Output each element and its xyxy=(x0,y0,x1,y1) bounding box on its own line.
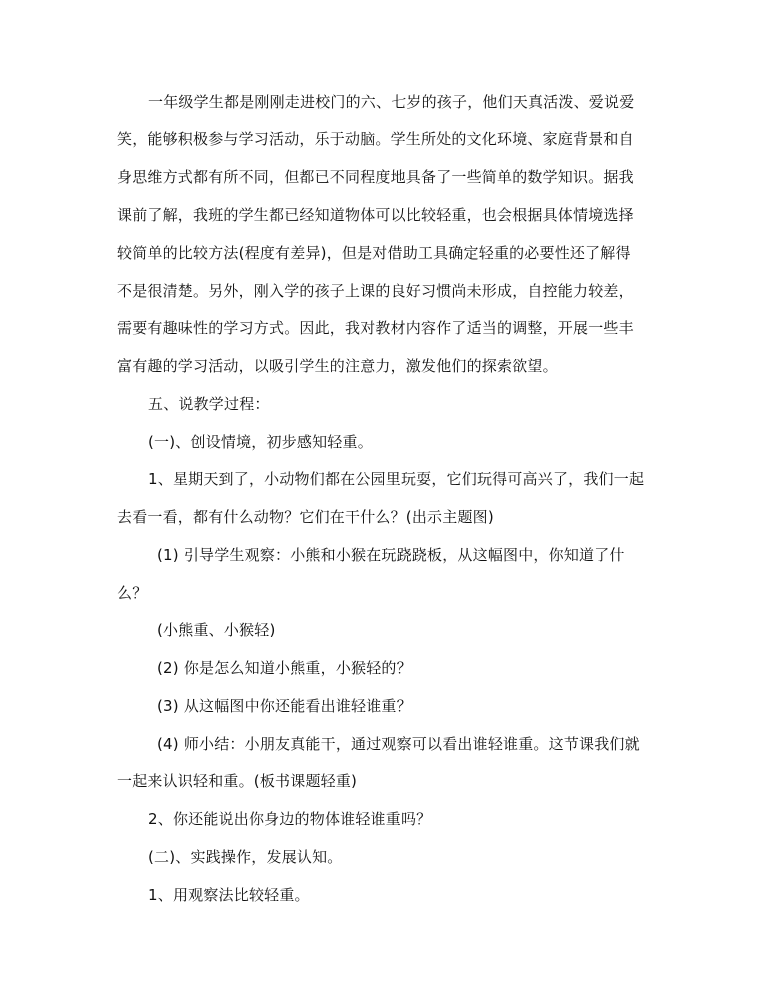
paragraph-line: 不是很清楚。另外，刚入学的孩子上课的良好习惯尚未形成，自控能力较差， xyxy=(117,282,634,300)
paragraph-line: 身思维方式都有所不同，但都已不同程度地具备了一些简单的数学知识。据我 xyxy=(117,168,634,186)
paragraph-line: 课前了解，我班的学生都已经知道物体可以比较轻重，也会根据具体情境选择 xyxy=(117,206,634,224)
paragraph-line: 一起来认识轻和重。(板书课题轻重) xyxy=(117,772,358,790)
list-item: (小熊重、小猴轻) xyxy=(157,621,276,639)
paragraph-line: 么？ xyxy=(117,584,148,602)
list-item: (2) 你是怎么知道小熊重，小猴轻的？ xyxy=(157,659,412,677)
subsection-heading: (二)、实践操作，发展认知。 xyxy=(148,848,343,866)
paragraph-line: 笑，能够积极参与学习活动，乐于动脑。学生所处的文化环境、家庭背景和自 xyxy=(117,130,634,148)
paragraph-line: 一年级学生都是刚刚走进校门的六、七岁的孩子，他们天真活泼、爱说爱 xyxy=(148,93,635,111)
paragraph-line: 较简单的比较方法(程度有差异)，但是对借助工具确定轻重的必要性还了解得 xyxy=(117,244,631,262)
section-heading: 五、说教学过程： xyxy=(148,395,270,413)
paragraph-line: 1、用观察法比较轻重。 xyxy=(148,886,310,904)
list-item: (1) 引导学生观察：小熊和小猴在玩跷跷板，从这幅图中，你知道了什 xyxy=(157,546,625,564)
list-item: (4) 师小结：小朋友真能干，通过观察可以看出谁轻谁重。这节课我们就 xyxy=(157,735,640,753)
paragraph-line: 1、星期天到了，小动物们都在公园里玩耍，它们玩得可高兴了，我们一起 xyxy=(148,470,645,488)
paragraph-line: 去看一看，都有什么动物？它们在干什么？(出示主题图) xyxy=(117,508,494,526)
paragraph-line: 2、你还能说出你身边的物体谁轻谁重吗？ xyxy=(148,810,432,828)
list-item: (3) 从这幅图中你还能看出谁轻谁重？ xyxy=(157,697,412,715)
subsection-heading: (一)、创设情境，初步感知轻重。 xyxy=(148,433,373,451)
paragraph-line: 需要有趣味性的学习方式。因此，我对教材内容作了适当的调整，开展一些丰 xyxy=(117,319,634,337)
paragraph-line: 富有趣的学习活动，以吸引学生的注意力，激发他们的探索欲望。 xyxy=(117,357,558,375)
